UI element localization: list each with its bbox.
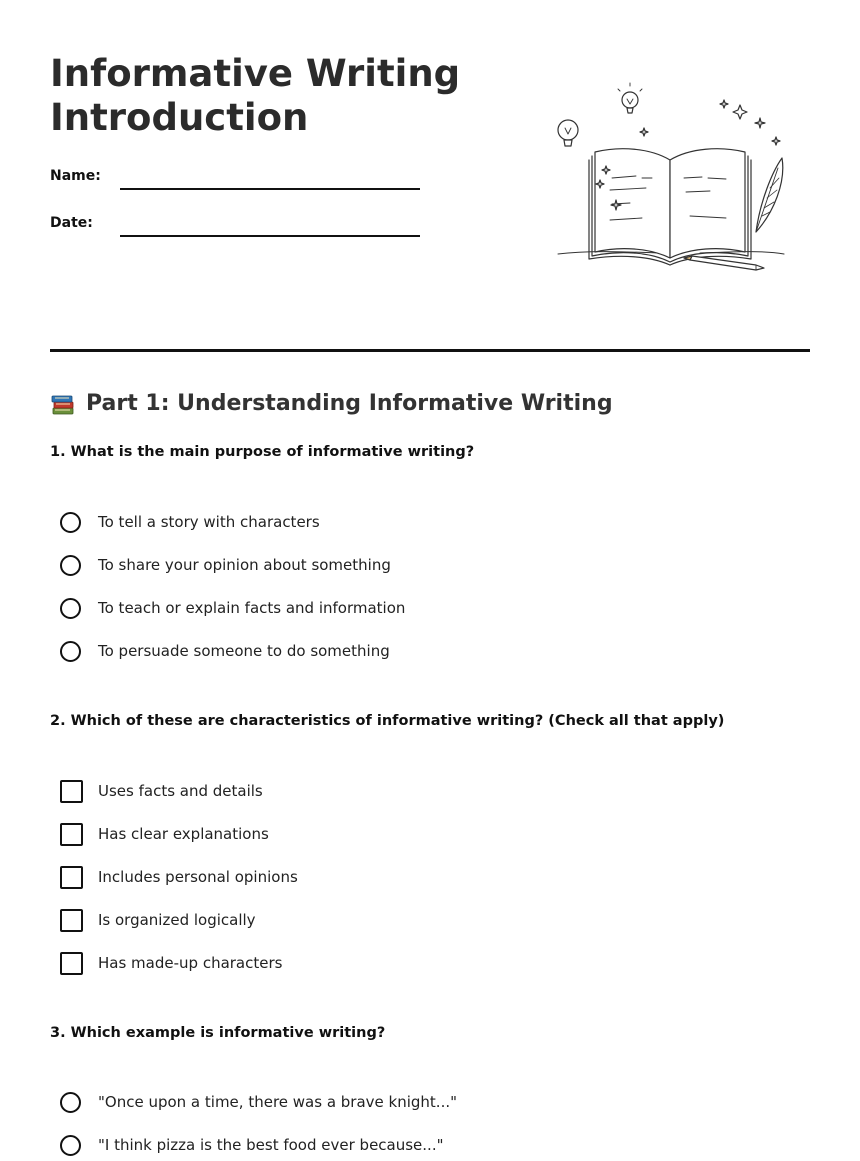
- q3-option-2[interactable]: [60, 1132, 444, 1158]
- option-label: To tell a story with characters: [98, 513, 320, 531]
- title-line-1: Informative Writing: [50, 52, 461, 95]
- option-label: To share your opinion about something: [98, 556, 391, 574]
- worksheet-title: [50, 52, 520, 140]
- worksheet-page: [50, 0, 810, 1161]
- checkbox[interactable]: [60, 909, 83, 932]
- q2-option-4[interactable]: [60, 907, 256, 933]
- radio-button[interactable]: [60, 1135, 81, 1156]
- checkbox[interactable]: [60, 780, 83, 803]
- date-label: Date:: [50, 215, 93, 231]
- date-blank-line[interactable]: [120, 235, 420, 237]
- q1-option-2[interactable]: [60, 552, 391, 578]
- header-divider: [50, 349, 810, 352]
- part-1-heading-text: Part 1: Understanding Informative Writing: [86, 391, 613, 416]
- option-label: Is organized logically: [98, 911, 256, 929]
- option-label: To persuade someone to do something: [98, 642, 390, 660]
- q1-option-1[interactable]: [60, 509, 320, 535]
- radio-button[interactable]: [60, 641, 81, 662]
- question-2-prompt: 2. Which of these are characteristics of informative writing? (Check all that apply): [50, 713, 725, 729]
- books-icon: [50, 391, 76, 417]
- option-label: Includes personal opinions: [98, 868, 298, 886]
- name-label: Name:: [50, 168, 101, 184]
- radio-button[interactable]: [60, 555, 81, 576]
- q2-option-5[interactable]: [60, 950, 282, 976]
- name-field: [50, 160, 420, 190]
- radio-button[interactable]: [60, 512, 81, 533]
- title-line-2: Introduction: [50, 96, 309, 139]
- option-label: To teach or explain facts and information: [98, 599, 406, 617]
- part-1-heading: [50, 388, 613, 420]
- name-blank-line[interactable]: [120, 188, 420, 190]
- radio-button[interactable]: [60, 1092, 81, 1113]
- q2-option-1[interactable]: [60, 778, 263, 804]
- q2-option-3[interactable]: [60, 864, 298, 890]
- q2-option-2[interactable]: [60, 821, 269, 847]
- open-book-with-lightbulbs-icon: [550, 82, 790, 277]
- option-label: "Once upon a time, there was a brave knight...": [98, 1093, 458, 1111]
- q1-option-3[interactable]: [60, 595, 405, 621]
- q3-option-1[interactable]: [60, 1089, 457, 1115]
- q1-option-4[interactable]: [60, 638, 390, 664]
- option-label: "I think pizza is the best food ever because...": [98, 1136, 444, 1154]
- checkbox[interactable]: [60, 952, 83, 975]
- option-label: Uses facts and details: [98, 782, 263, 800]
- radio-button[interactable]: [60, 598, 81, 619]
- checkbox[interactable]: [60, 866, 83, 889]
- option-label: Has clear explanations: [98, 825, 269, 843]
- date-field: [50, 207, 420, 237]
- option-label: Has made-up characters: [98, 954, 283, 972]
- question-1-prompt: 1. What is the main purpose of informative writing?: [50, 444, 475, 460]
- checkbox[interactable]: [60, 823, 83, 846]
- question-3-prompt: 3. Which example is informative writing?: [50, 1025, 386, 1041]
